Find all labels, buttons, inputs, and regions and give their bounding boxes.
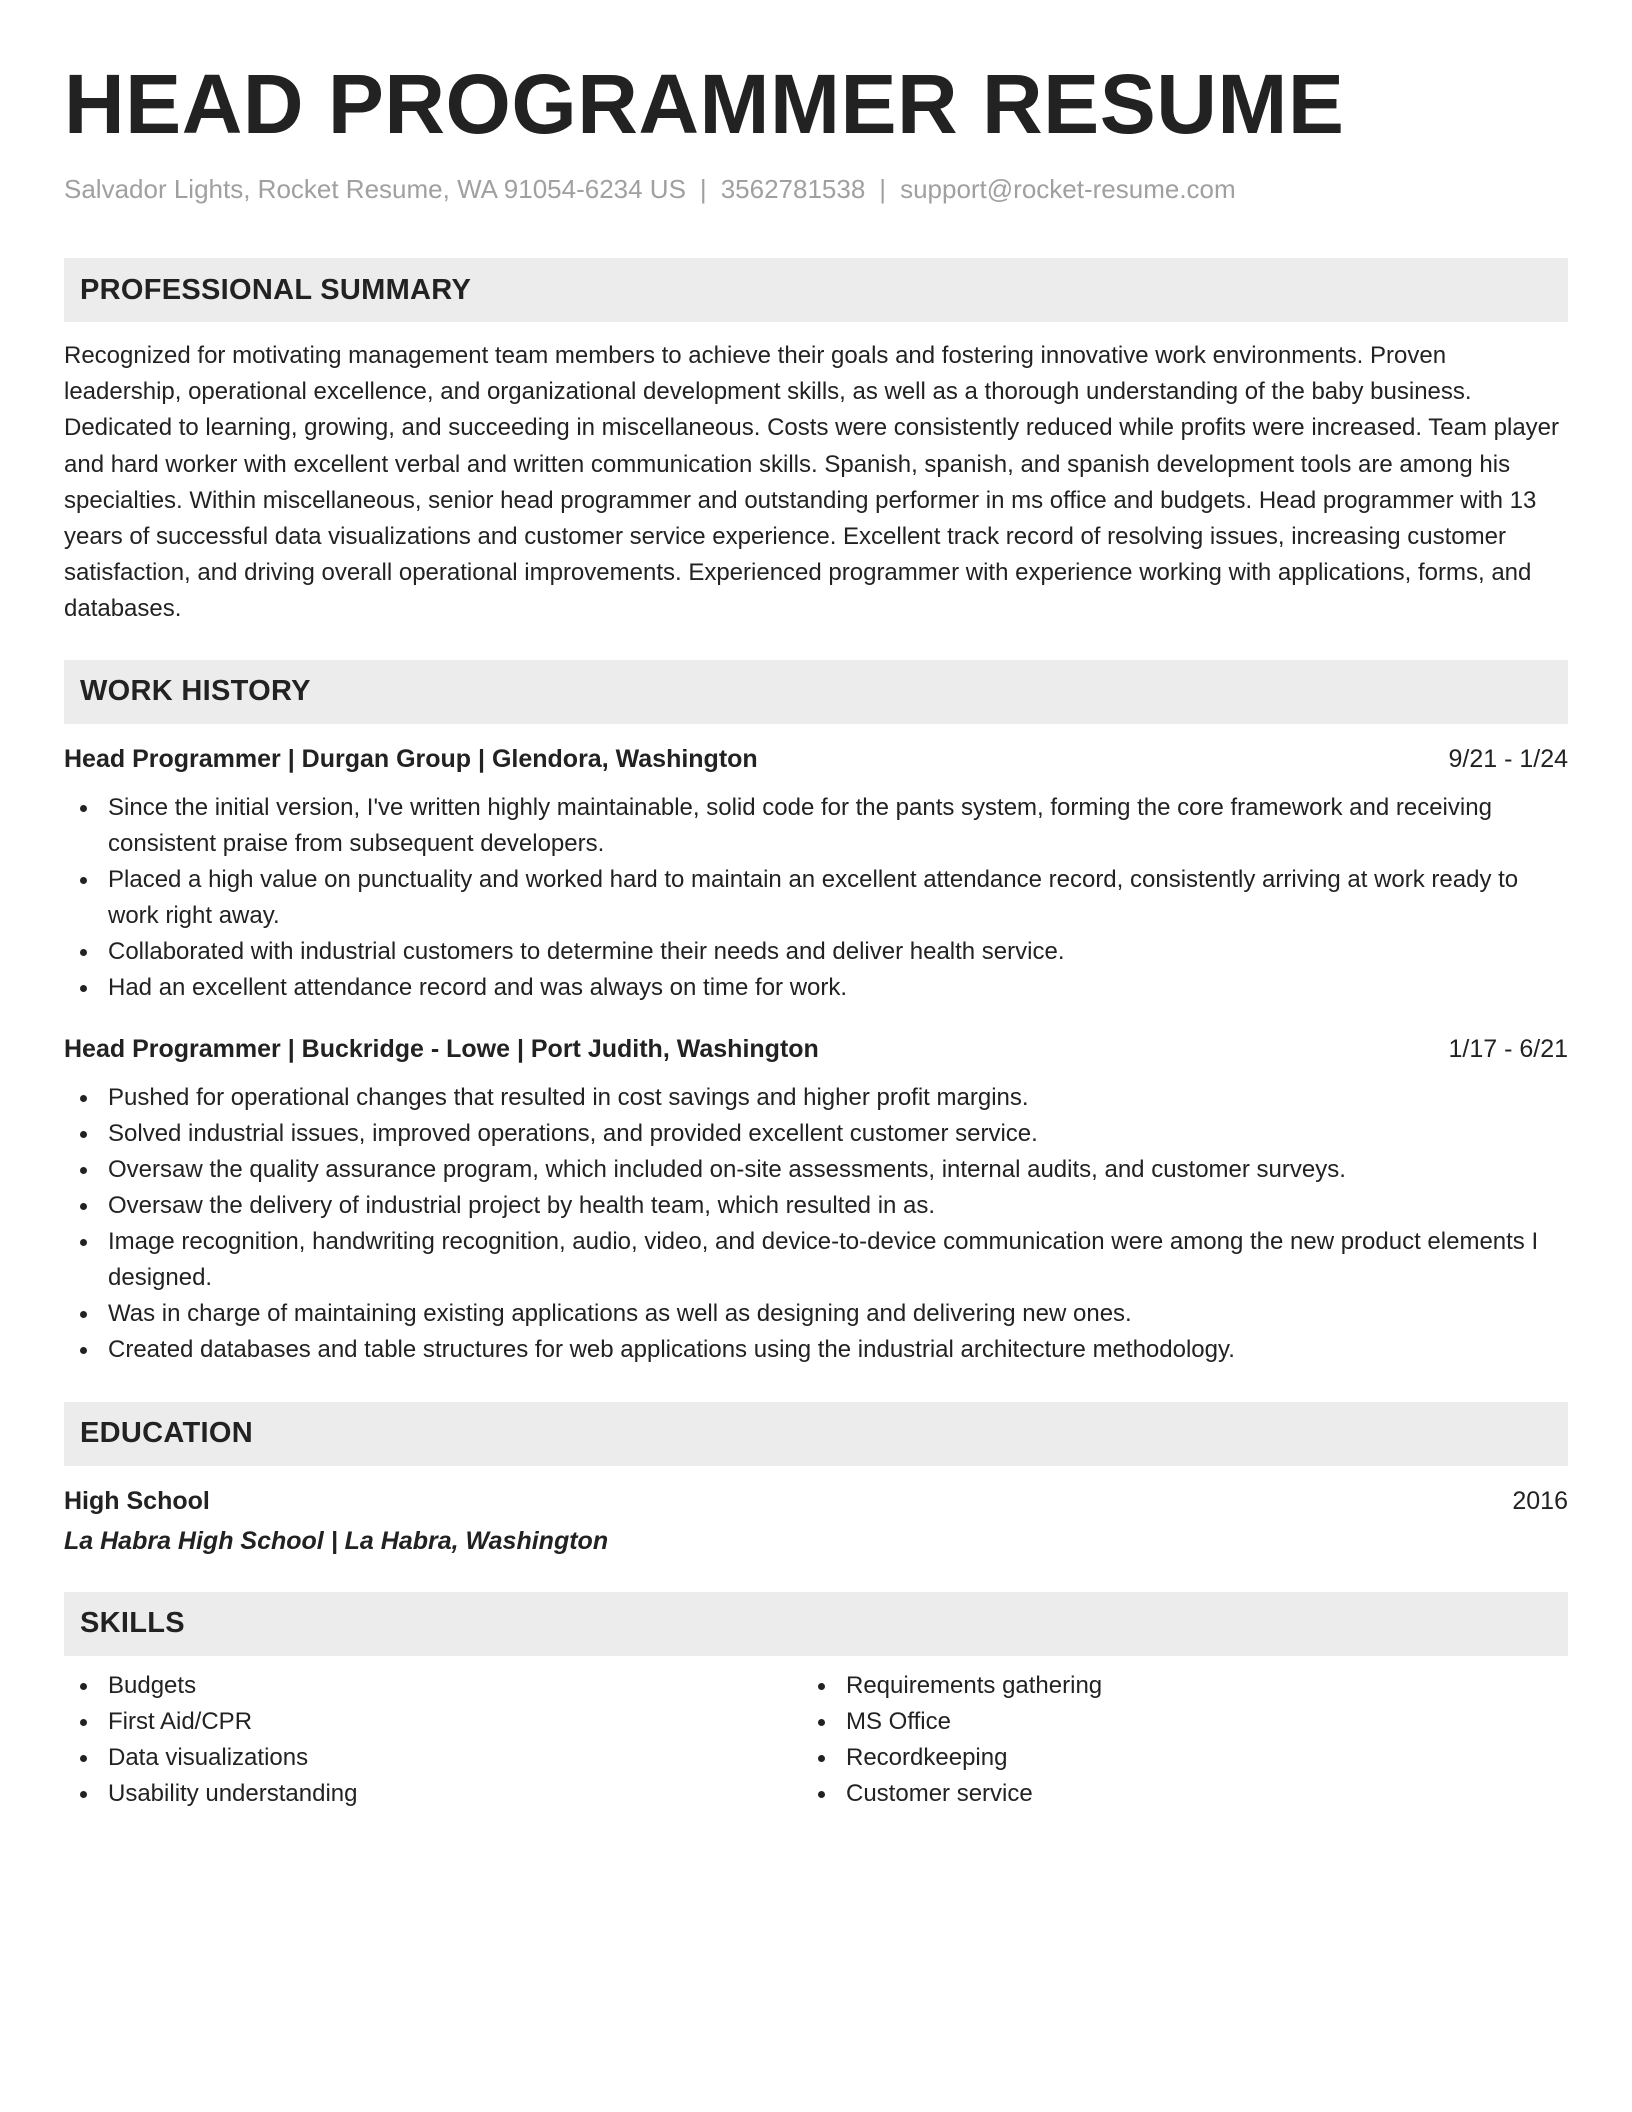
bullet-icon xyxy=(80,1239,87,1246)
skill-text: Budgets xyxy=(108,1671,197,1699)
list-item xyxy=(64,1740,802,1776)
skills-column-right xyxy=(802,1668,1540,1812)
list-item xyxy=(64,1776,802,1812)
bullet-icon xyxy=(80,985,87,992)
job-entry xyxy=(64,742,1568,1006)
skill-text: Requirements gathering xyxy=(846,1671,1103,1699)
list-item xyxy=(64,1188,1568,1224)
bullet-icon xyxy=(80,1719,87,1726)
list-item xyxy=(64,1152,1568,1188)
list-item-text: Since the initial version, I've written highly maintainable, solid code for the pants system, forming the core framework and receiving consistent praise from subsequent developers. xyxy=(108,793,1492,857)
list-item xyxy=(64,1080,1568,1116)
job-bullet-list xyxy=(64,790,1568,1006)
list-item xyxy=(64,1296,1568,1332)
list-item xyxy=(64,1332,1568,1368)
list-item xyxy=(64,970,1568,1006)
list-item-text: Collaborated with industrial customers to determine their needs and deliver health service. xyxy=(108,937,1065,965)
list-item xyxy=(64,1668,802,1704)
bullet-icon xyxy=(80,1203,87,1210)
list-item xyxy=(64,790,1568,862)
education-year: 2016 xyxy=(1512,1486,1568,1515)
job-entry xyxy=(64,1032,1568,1368)
contact-address: Salvador Lights, Rocket Resume, WA 91054-6234 US xyxy=(64,174,686,204)
bullet-icon xyxy=(818,1791,825,1798)
section-header-skills: SKILLS xyxy=(64,1592,1568,1656)
contact-phone: 3562781538 xyxy=(720,174,866,204)
list-item-text: Had an excellent attendance record and was always on time for work. xyxy=(108,973,848,1001)
contact-line xyxy=(64,172,1568,206)
list-item-text: Oversaw the delivery of industrial project by health team, which resulted in as. xyxy=(108,1191,936,1219)
list-item xyxy=(64,1704,802,1740)
bullet-icon xyxy=(818,1683,825,1690)
skills-list xyxy=(64,1668,802,1812)
section-header-education: EDUCATION xyxy=(64,1402,1568,1466)
job-bullet-list xyxy=(64,1080,1568,1368)
list-item xyxy=(802,1704,1540,1740)
list-item xyxy=(64,1116,1568,1152)
skill-text: Usability understanding xyxy=(108,1779,358,1807)
list-item-text: Oversaw the quality assurance program, which included on-site assessments, internal audits, and customer surveys. xyxy=(108,1155,1346,1183)
list-item-text: Was in charge of maintaining existing applications as well as designing and delivering new ones. xyxy=(108,1299,1132,1327)
bullet-icon xyxy=(818,1719,825,1726)
list-item-text: Pushed for operational changes that resulted in cost savings and higher profit margins. xyxy=(108,1083,1029,1111)
skill-text: MS Office xyxy=(846,1707,951,1735)
list-item xyxy=(64,1224,1568,1296)
summary-text: Recognized for motivating management team members to achieve their goals and fostering innovative work environments. Proven leadership, operational excellence, and organizational development skills, as well as a thorough understanding of the baby business. Dedicated to learning, growing, and succeeding in miscellaneous. Costs were consistently reduced while profits were increased. Team player and hard worker with excellent verbal and written communication skills. Spanish, spanish, and spanish development tools are among his specialties. Within miscellaneous, senior head programmer and outstanding performer in ms office and budgets. Head programmer with 13 years of successful data visualizations and customer service experience. Excellent track record of resolving issues, increasing customer satisfaction, and driving overall operational improvements. Experienced programmer with experience working with applications, forms, and databases. xyxy=(64,342,1560,623)
job-title: Head Programmer | Durgan Group | Glendora, Washington xyxy=(64,744,758,773)
skill-text: Recordkeeping xyxy=(846,1743,1008,1771)
skill-text: Customer service xyxy=(846,1779,1033,1807)
list-item xyxy=(64,934,1568,970)
bullet-icon xyxy=(80,1791,87,1798)
list-item xyxy=(802,1776,1540,1812)
bullet-icon xyxy=(80,1311,87,1318)
list-item-text: Created databases and table structures for web applications using the industrial architecture methodology. xyxy=(108,1335,1235,1363)
list-item-text: Solved industrial issues, improved operations, and provided excellent customer service. xyxy=(108,1119,1038,1147)
list-item-text: Placed a high value on punctuality and worked hard to maintain an excellent attendance record, consistently arriving at work ready to work right away. xyxy=(108,865,1519,929)
bullet-icon xyxy=(80,1347,87,1354)
bullet-icon xyxy=(80,805,87,812)
bullet-icon xyxy=(818,1755,825,1762)
list-item-text: Image recognition, handwriting recognition, audio, video, and device-to-device communication were among the new product elements I designed. xyxy=(108,1227,1539,1291)
bullet-icon xyxy=(80,1683,87,1690)
list-item xyxy=(802,1668,1540,1704)
bullet-icon xyxy=(80,949,87,956)
job-dates: 1/17 - 6/21 xyxy=(1448,1034,1568,1063)
bullet-icon xyxy=(80,1095,87,1102)
job-dates: 9/21 - 1/24 xyxy=(1448,744,1568,773)
list-item xyxy=(802,1740,1540,1776)
skills-list xyxy=(802,1668,1540,1812)
bullet-icon xyxy=(80,1167,87,1174)
list-item xyxy=(64,862,1568,934)
bullet-icon xyxy=(80,1755,87,1762)
education-school: La Habra High School | La Habra, Washington xyxy=(64,1526,609,1555)
job-header xyxy=(64,742,1568,776)
bullet-icon xyxy=(80,877,87,884)
education-degree: High School xyxy=(64,1486,210,1515)
skills-grid xyxy=(64,1668,1568,1812)
section-header-work-history: WORK HISTORY xyxy=(64,660,1568,724)
section-header-summary: PROFESSIONAL SUMMARY xyxy=(64,258,1568,322)
contact-separator: | xyxy=(699,174,707,204)
skills-column-left xyxy=(64,1668,802,1812)
skill-text: Data visualizations xyxy=(108,1743,309,1771)
skill-text: First Aid/CPR xyxy=(108,1707,253,1735)
contact-separator: | xyxy=(879,174,887,204)
resume-title: HEAD PROGRAMMER RESUME xyxy=(64,57,1345,151)
education-entry xyxy=(64,1484,1568,1518)
job-title: Head Programmer | Buckridge - Lowe | Port Judith, Washington xyxy=(64,1034,819,1063)
bullet-icon xyxy=(80,1131,87,1138)
job-header xyxy=(64,1032,1568,1066)
contact-email: support@rocket-resume.com xyxy=(900,174,1236,204)
